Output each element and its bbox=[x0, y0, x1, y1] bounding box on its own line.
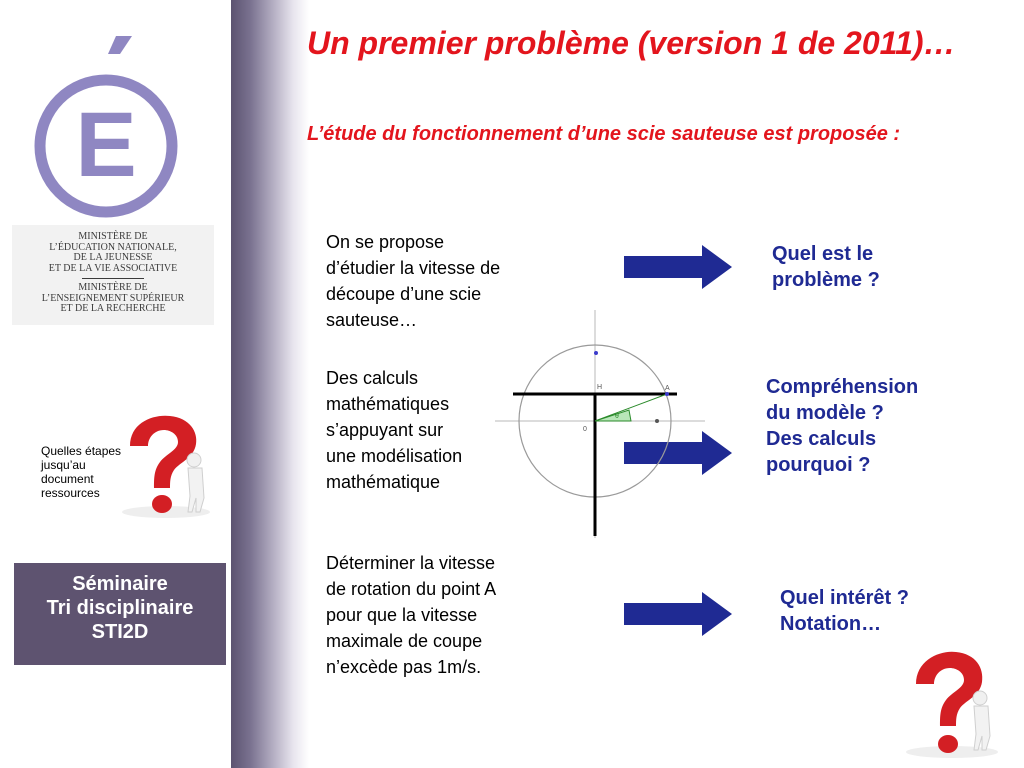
ministry-caption bbox=[12, 225, 214, 325]
label-theta: θ bbox=[615, 413, 619, 420]
seminar-line: Tri disciplinaire bbox=[46, 597, 194, 619]
divider-band bbox=[231, 0, 309, 768]
ministry-line: MINISTÈRE DE bbox=[78, 231, 148, 242]
rotation-diagram bbox=[495, 310, 705, 540]
svg-text:E: E bbox=[75, 94, 137, 196]
question-mark-figure-icon bbox=[898, 648, 1004, 760]
steps-note: Quelles étapes jusqu’au document ressources bbox=[41, 444, 122, 500]
seminar-box bbox=[14, 563, 226, 665]
radius-line bbox=[595, 394, 667, 421]
ministry-line: MINISTÈRE DE bbox=[78, 282, 148, 293]
ministry-line: ET DE LA VIE ASSOCIATIVE bbox=[48, 262, 178, 274]
seminar-line: Séminaire bbox=[72, 573, 168, 595]
question-model: Compréhension du modèle ? Des calculs pourquoi ? bbox=[766, 376, 919, 476]
question-interest: Quel intérêt ? Notation… bbox=[780, 587, 909, 635]
point-right bbox=[655, 419, 659, 423]
ministry-logo-icon bbox=[28, 28, 188, 218]
arrow-right-icon bbox=[622, 589, 734, 639]
page-title: Un premier problème (version 1 de 2011)… bbox=[307, 25, 956, 61]
ministry-line: L’ÉDUCATION NATIONALE, bbox=[49, 241, 177, 253]
question-problem: Quel est le problème ? bbox=[772, 243, 880, 291]
ministry-line: L’ENSEIGNEMENT SUPÉRIEUR bbox=[41, 292, 185, 304]
point-a bbox=[665, 392, 669, 396]
text-block-objective: Déterminer la vitesse de rotation du point A pour que la vitesse maximale de coupe n’excède pas 1m/s. bbox=[326, 553, 497, 677]
text-block-problem: On se propose d’étudier la vitesse de découpe d’une scie sauteuse… bbox=[326, 232, 501, 330]
label-a: A bbox=[665, 385, 670, 392]
seminar-line: STI2D bbox=[91, 621, 149, 643]
label-h: H bbox=[597, 384, 603, 391]
text-block-calculations: Des calculs mathématiques s’appuyant sur une modélisation mathématique bbox=[326, 368, 463, 492]
label-origin: 0 bbox=[583, 426, 587, 433]
arrow-right-icon bbox=[622, 242, 734, 292]
page-subtitle: L’étude du fonctionnement d’une scie sauteuse est proposée : bbox=[307, 123, 901, 145]
point-top bbox=[594, 351, 598, 355]
ministry-separator bbox=[82, 278, 144, 279]
ministry-line: DE LA JEUNESSE bbox=[73, 252, 153, 263]
ministry-line: ET DE LA RECHERCHE bbox=[60, 303, 166, 314]
